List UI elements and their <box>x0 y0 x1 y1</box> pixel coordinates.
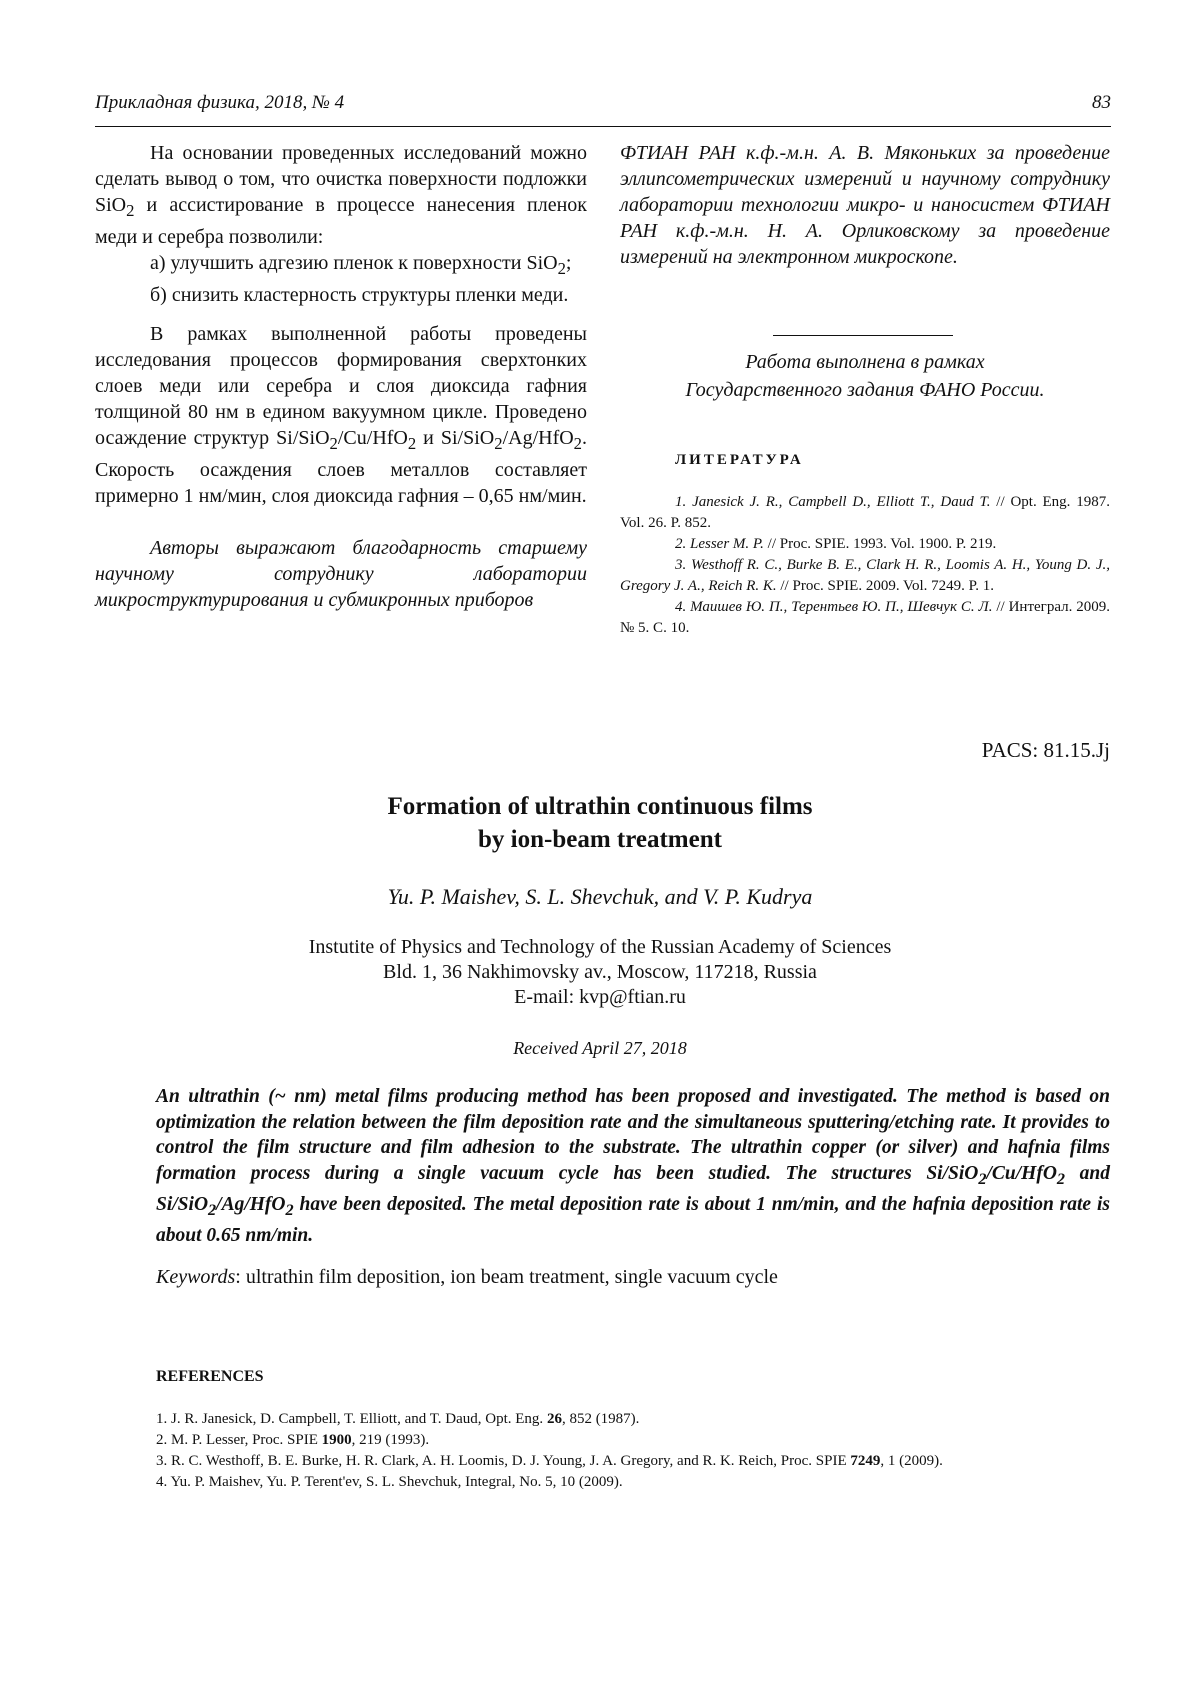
reference-item: 1. J. R. Janesick, D. Campbell, T. Elliott, and T. Daud, Opt. Eng. 26, 852 (1987). <box>156 1411 640 1427</box>
funding-note: Работа выполнена в рамках Государственного задания ФАНО России. <box>685 351 1045 401</box>
russian-references <box>620 492 1110 639</box>
conclusion-item-b: б) снизить кластерность структуры пленки меди. <box>150 284 569 306</box>
running-header <box>95 92 1111 114</box>
reference-item: 3. Westhoff R. C., Burke B. E., Clark H. R., Loomis A. H., Young D. J., Gregory J. A., Reich R. K. // Proc. SPIE. 2009. Vol. 7249. P. 1. <box>620 557 1110 594</box>
reference-item: 2. Lesser M. P. // Proc. SPIE. 1993. Vol. 1900. P. 219. <box>675 536 997 552</box>
conclusion-item-a: а) улучшить адгезию пленок к поверхности SiO$_2$; <box>150 252 572 278</box>
acknowledgement-continued: ФТИАН РАН к.ф.-м.н. А. В. Мяконьких за проведение эллипсометрических измерений и научному сотруднику лаборатории технологии микро- и наносистем ФТИАН РАН к.ф.-м.н. Н. А. Орликовскому за проведение измерений на электронном микроскопе. <box>620 142 1110 268</box>
header-rule <box>95 126 1111 127</box>
reference-item: 4. Yu. P. Maishev, Yu. P. Terent'ev, S. L. Shevchuk, Integral, No. 5, 10 (2009). <box>156 1474 623 1490</box>
literature-heading: ЛИТЕРАТУРА <box>675 452 804 468</box>
affiliation: Instutite of Physics and Technology of the Russian Academy of Sciences Bld. 1, 36 Nakhimovsky av., Moscow, 117218, Russia E-mail: kvp@ftian.ru <box>0 935 1200 1010</box>
pacs-code: PACS: 81.15.Jj <box>981 738 1110 762</box>
reference-item: 1. Janesick J. R., Campbell D., Elliott T., Daud T. // Opt. Eng. 1987. Vol. 26. P. 852. <box>620 494 1110 531</box>
email: E-mail: kvp@ftian.ru <box>514 986 686 1008</box>
left-column <box>95 140 587 613</box>
author-list: Yu. P. Maishev, S. L. Shevchuk, and V. P. Kudrya <box>387 884 813 909</box>
reference-item: 2. M. P. Lesser, Proc. SPIE 1900, 219 (1993). <box>156 1432 430 1448</box>
acknowledgement-paragraph: Авторы выражают благодарность старшему научному сотруднику лаборатории микроструктурирования и субмикронных приборов <box>95 537 587 611</box>
keywords: Keywords: ultrathin film deposition, ion beam treatment, single vacuum cycle <box>156 1266 778 1288</box>
reference-item: 3. R. C. Westhoff, B. E. Burke, H. R. Clark, A. H. Loomis, D. J. Young, J. A. Gregory, and R. K. Reich, Proc. SPIE 7249, 1 (2009). <box>156 1453 943 1469</box>
framework-paragraph: В рамках выполненной работы проведены исследования процессов формирования сверхтонких слоев меди или серебра и слоя диоксида гафния толщиной 80 нм в едином вакуумном цикле. Проведено осаждение структур Si/SiO$_2$/Cu/HfO$_2$ и Si/SiO$_2$/Ag/HfO$_2$. Скорость осаждения слоев металлов составляет примерно 1 нм/мин, слоя диоксида гафния – 0,65 нм/мин. <box>95 323 587 507</box>
reference-item: 4. Маишев Ю. П., Терентьев Ю. П., Шевчук С. Л. // Интеграл. 2009. № 5. С. 10. <box>620 599 1110 636</box>
references-heading: REFERENCES <box>156 1368 264 1385</box>
section-divider <box>773 335 953 336</box>
received-date: Received April 27, 2018 <box>513 1038 687 1058</box>
paper-title: Formation of ultrathin continuous films by ion-beam treatment <box>387 793 813 853</box>
journal-title: Прикладная физика, 2018, № 4 <box>95 92 345 113</box>
english-references <box>156 1409 1110 1493</box>
page-number: 83 <box>1092 92 1111 113</box>
conclusion-paragraph: На основании проведенных исследований можно сделать вывод о том, что очистка поверхности подложки SiO$_2$ и ассистирование в процессе нанесения пленок меди и серебра позволили: <box>95 142 587 248</box>
abstract: An ultrathin (~ nm) metal films producing method has been proposed and investigated. The method is based on optimization the relation between the film deposition rate and the simultaneous sputtering/etching rate. It provides to control the film structure and film adhesion to the substrate. The ultrathin copper (or silver) and hafnia films formation process during a single vacuum cycle has been studied. The structures Si/SiO$_2$/Cu/HfO$_2$ and Si/SiO$_2$/Ag/HfO$_2$ have been deposited. The metal deposition rate is about 1 nm/min, and the hafnia deposition rate is about 0.65 nm/min. <box>156 1086 1110 1247</box>
